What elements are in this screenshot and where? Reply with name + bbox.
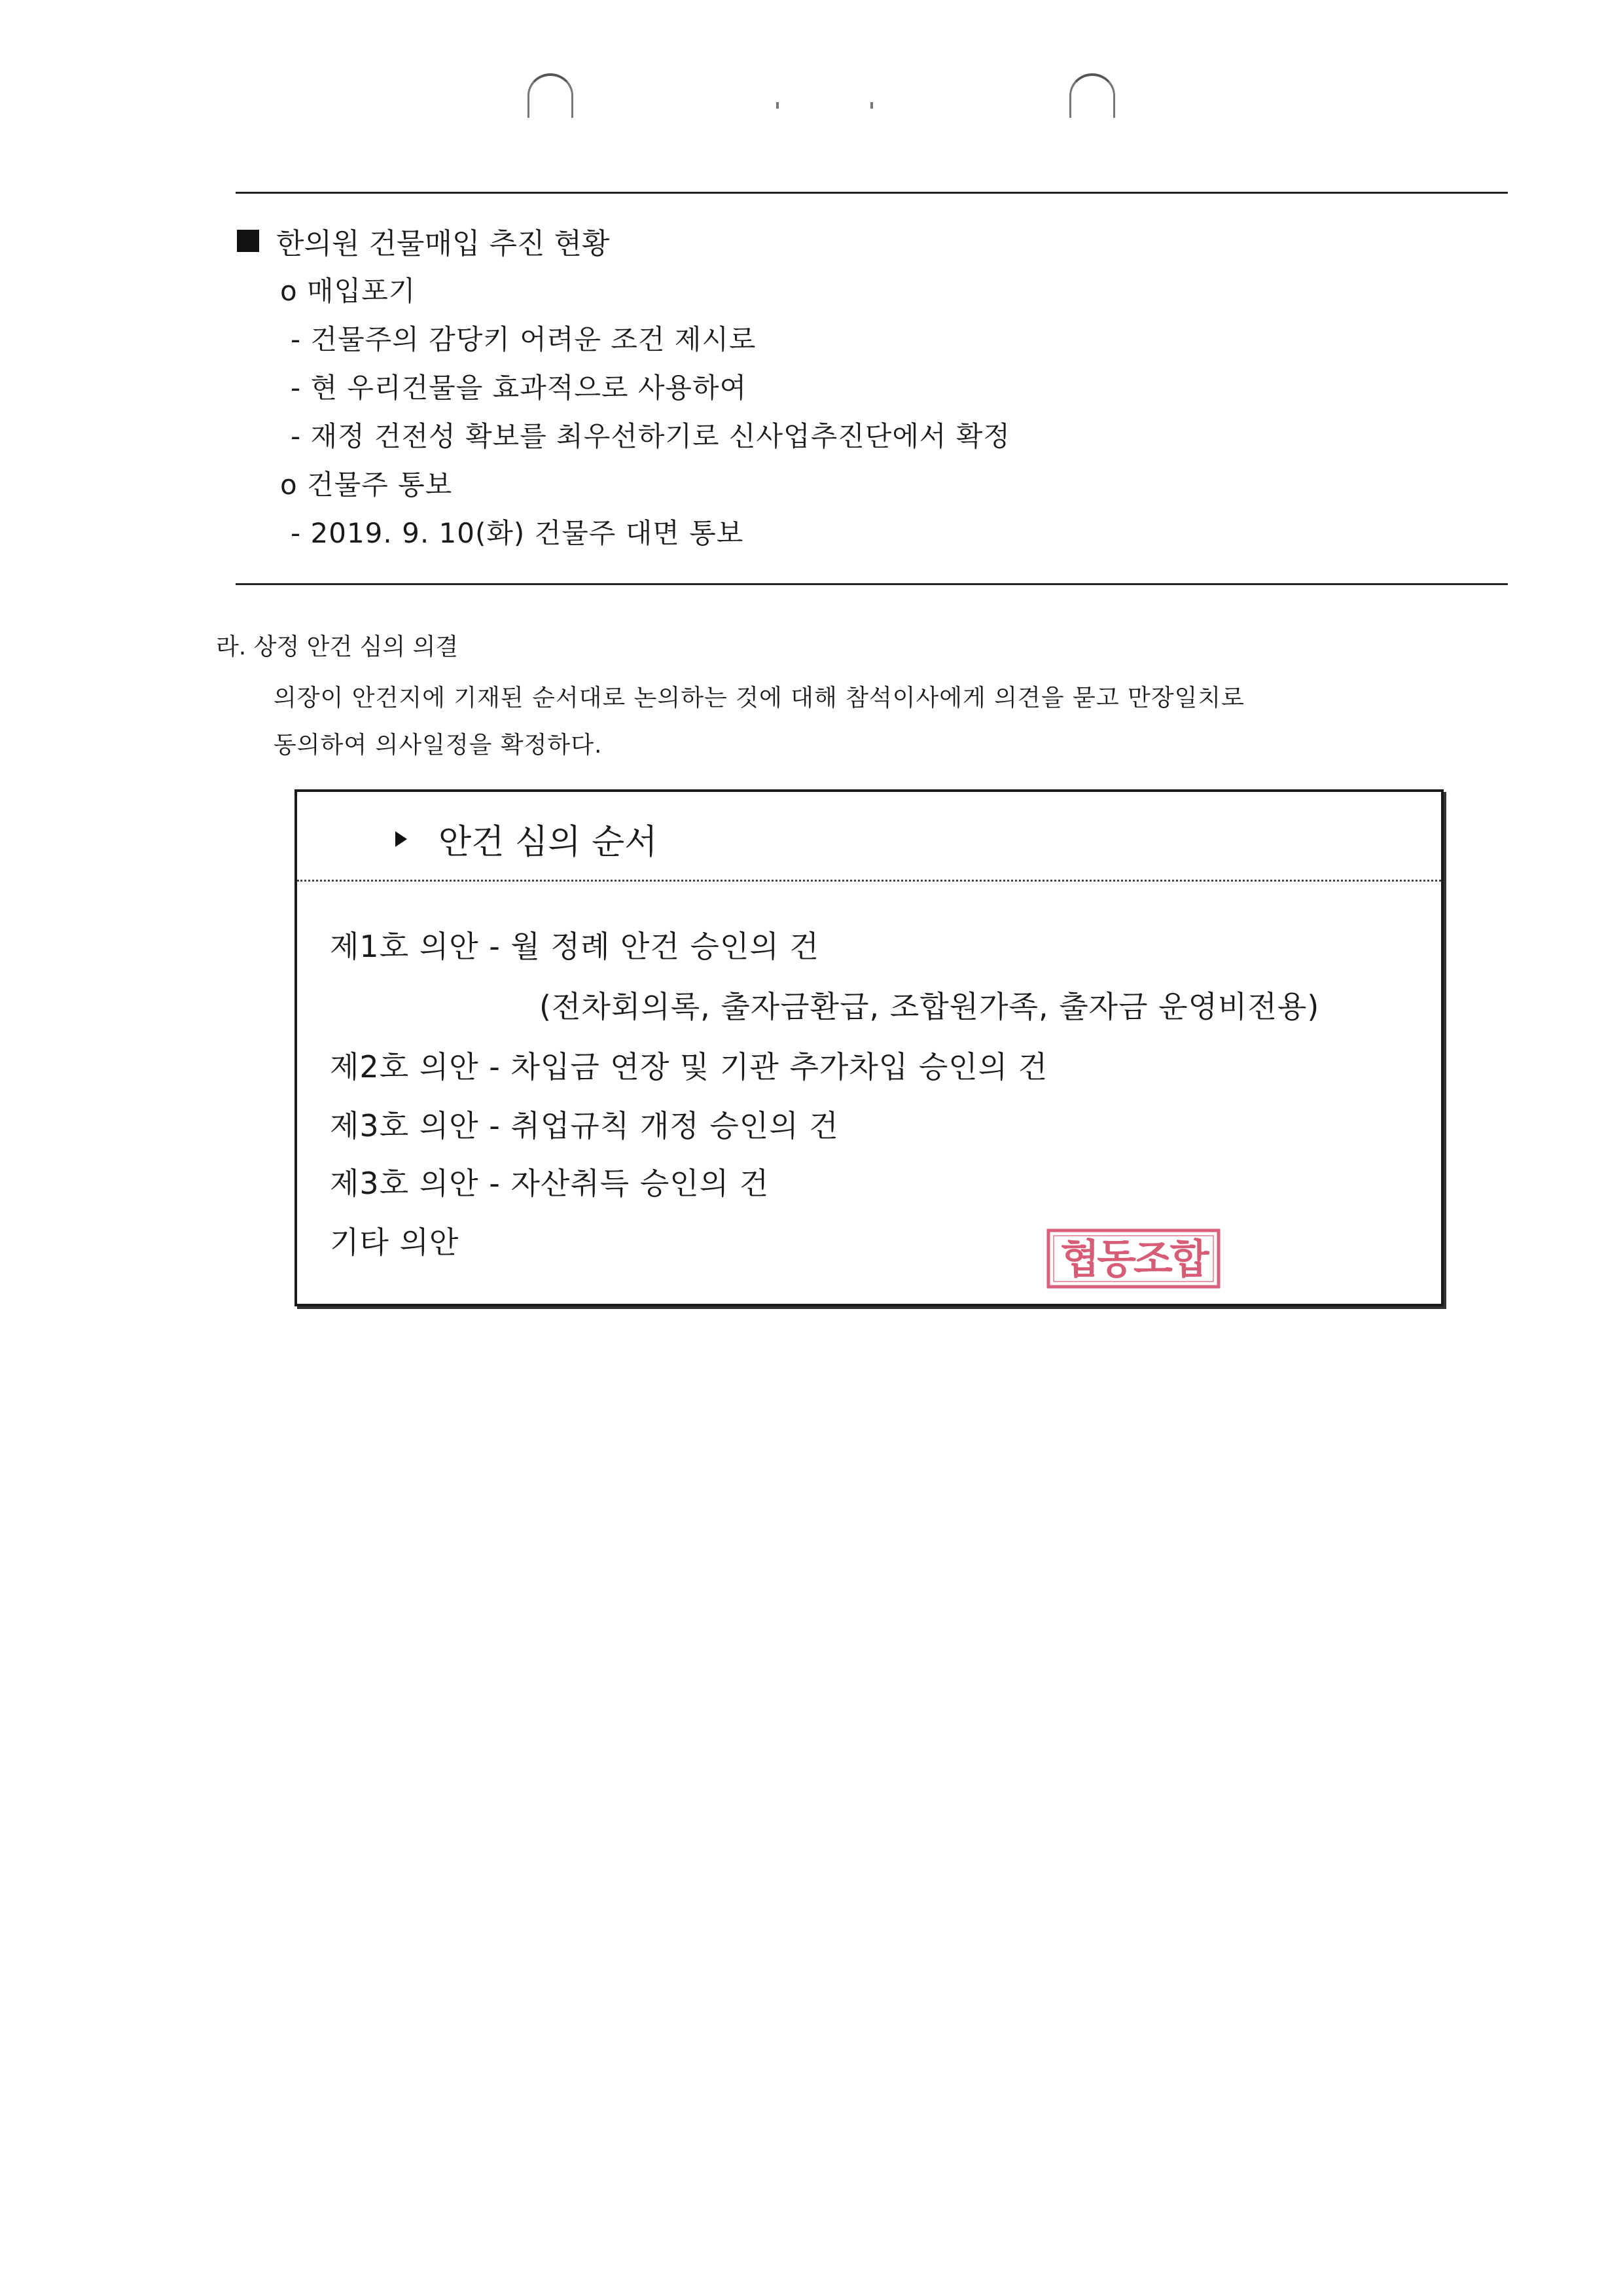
section-rule <box>236 583 1508 585</box>
paragraph-line: 동의하여 의사일정을 확정하다. <box>274 732 603 759</box>
scan-speck <box>776 102 779 109</box>
agenda-box-heading <box>395 814 657 863</box>
agenda-item: 기타 의안 <box>330 1225 459 1260</box>
dash-line: - 현 우리건물을 효과적으로 사용하여 <box>291 372 747 404</box>
binder-hole-right <box>1069 73 1115 118</box>
binder-hole-left <box>527 73 573 118</box>
bullet-line: o 매입포기 <box>280 275 416 307</box>
agenda-item: 제1호 의안 - 월 정례 안건 승인의 건 <box>330 929 819 964</box>
agenda-box-title: 안건 심의 순서 <box>438 823 658 862</box>
seal-stamp-text: 협동조합 <box>1060 1235 1207 1283</box>
section-title: 한의원 건물매입 추진 현황 <box>276 227 610 260</box>
agenda-item: 제3호 의안 - 취업규칙 개정 승인의 건 <box>330 1108 839 1143</box>
paragraph-line: 의장이 안건지에 기재된 순서대로 논의하는 것에 대해 참석이사에게 의견을 묻고 만장일치로 <box>274 685 1245 711</box>
dash-line: - 재정 건전성 확보를 최우선하기로 신사업추진단에서 확정 <box>291 420 1010 452</box>
dash-line: - 건물주의 감당키 어려운 조건 제시로 <box>291 323 757 355</box>
black-square-icon <box>237 230 259 252</box>
bullet-line: o 건물주 통보 <box>280 469 453 501</box>
top-rule <box>236 192 1508 194</box>
section-heading <box>237 220 610 262</box>
agenda-box <box>294 789 1444 1306</box>
agenda-item-detail: (전차회의록, 출자금환급, 조합원가족, 출자금 운영비전용) <box>539 989 1320 1024</box>
agenda-item: 제2호 의안 - 차입금 연장 및 기관 추가차입 승인의 건 <box>330 1049 1048 1085</box>
triangle-bullet-icon <box>395 831 407 847</box>
dash-line: - 2019. 9. 10(화) 건물주 대면 통보 <box>291 517 744 549</box>
dotted-divider <box>297 880 1441 882</box>
scan-speck <box>870 102 873 109</box>
agenda-item: 제3호 의안 - 자산취득 승인의 건 <box>330 1166 770 1201</box>
subsection-title: 라. 상정 안건 심의 의결 <box>216 634 459 660</box>
